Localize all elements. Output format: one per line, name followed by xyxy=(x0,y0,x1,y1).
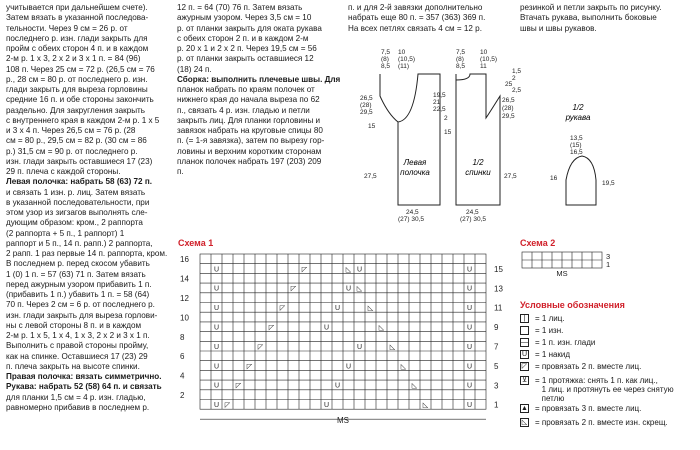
svg-text:(8): (8) xyxy=(456,56,464,63)
text-line: швы и швы рукавов. xyxy=(520,23,597,33)
stitch-symbol: U xyxy=(345,363,352,371)
text-line: п. xyxy=(177,167,184,176)
stitch-symbol: ◸ xyxy=(301,266,308,274)
svg-text:10: 10 xyxy=(398,49,406,56)
text-line: Рукава: набрать 52 (58) 64 п. и связать xyxy=(6,382,162,392)
stitch-symbol: ◸ xyxy=(290,285,297,293)
stitch-symbol: U xyxy=(323,402,330,410)
row-number-right: 13 xyxy=(494,284,503,294)
svg-text:25: 25 xyxy=(505,81,513,88)
legend-title: Условные обозначения xyxy=(520,300,625,310)
stitch-symbol: U xyxy=(466,343,473,351)
legend-item xyxy=(520,338,595,347)
stitch-symbol: U xyxy=(356,343,363,351)
row-number-right: 15 xyxy=(494,264,503,274)
svg-text:29,5: 29,5 xyxy=(360,109,373,116)
stitch-symbol: ◺ xyxy=(411,382,418,390)
svg-text:2,5: 2,5 xyxy=(512,87,522,94)
text-line: 2-м р. 1 х 5, 1 х 4, 1 х 3, 2 х 2 и 3 х 1 п. xyxy=(6,331,150,340)
row-number-left: 2 xyxy=(180,391,185,401)
text-line: Сборка: выполнить плечевые швы. Для xyxy=(177,74,341,84)
text-line: с внутреннего края в каждом 2-м р. 1 х 5 xyxy=(6,115,160,125)
stitch-symbol: ◸ xyxy=(257,343,264,351)
svg-text:19,5: 19,5 xyxy=(433,92,446,99)
stitch-symbol: U xyxy=(213,266,220,274)
front-label-2: полочка xyxy=(400,168,430,177)
stitch-symbol: U xyxy=(466,266,473,274)
text-line: 1 (0) 1 п. = 57 (63) 71 п. Затем вязать xyxy=(6,269,146,279)
text-line: закрыть лиц. Для планки горловины и xyxy=(177,115,321,125)
stitch-symbol: ◺ xyxy=(378,324,385,332)
svg-text:13,5: 13,5 xyxy=(570,135,583,142)
text-line: изн. глади закрыть для выреза горлови- xyxy=(6,310,158,320)
svg-text:(27) 30,5: (27) 30,5 xyxy=(460,216,487,223)
legend-label: = провязать 2 п. вместе изн. скрещ. xyxy=(535,418,668,427)
text-line: р. от планки закрыть для оката рукава xyxy=(177,23,322,33)
text-line: этом узор из зигзагов выполнять сле- xyxy=(6,208,148,217)
legend-label: = провязать 2 п. вместе лиц. xyxy=(535,362,642,371)
legend-symbol-icon: U xyxy=(521,351,528,358)
text-line: р., 28 см = 80 р. от последнего р. изн. xyxy=(6,74,148,84)
sleeve-label: 1/2 xyxy=(572,103,584,112)
stitch-symbol: ◺ xyxy=(367,305,374,313)
row-number-left: 12 xyxy=(180,294,189,304)
stitch-symbol: U xyxy=(213,305,220,313)
stitch-symbol: U xyxy=(334,382,341,390)
svg-text:21: 21 xyxy=(433,99,441,106)
text-line: раппорт и 5 п., 14 п. рапп.) 2 раппорта, xyxy=(6,238,153,248)
text-line: ны с левой стороны 8 п. и в каждом xyxy=(6,320,142,330)
back-label: 1/2 xyxy=(472,158,484,167)
svg-text:8,5: 8,5 xyxy=(381,63,391,70)
stitch-symbol: ◺ xyxy=(345,266,352,274)
stitch-symbol: U xyxy=(213,382,220,390)
stitch-symbol: U xyxy=(213,363,220,371)
text-line: нижнего края до начала выреза по 62 xyxy=(177,95,320,105)
text-line: набрать еще 80 п. = 357 (363) 369 п. xyxy=(348,13,486,23)
stitch-symbol: ◺ xyxy=(389,343,396,351)
stitch-symbol: U xyxy=(334,305,341,313)
stitch-symbol: U xyxy=(466,285,473,293)
text-line: для планки 1,5 см = 4 р. изн. гладью, xyxy=(6,392,146,402)
text-line: (2 раппорта + 5 п., 1 раппорт) 1 xyxy=(6,228,125,238)
legend-symbol-icon: ⊻ xyxy=(521,377,528,384)
svg-text:26,5: 26,5 xyxy=(502,97,515,104)
text-line: р.) 31,5 см = 90 р. от последнего р. xyxy=(6,146,138,156)
text-line: как на спинке. Оставшиеся 17 (23) 29 xyxy=(6,351,148,361)
text-line: 108 п. Через 25 см = 72 р. (26,5 см = 76 xyxy=(6,64,155,74)
stitch-symbol: U xyxy=(213,285,220,293)
svg-text:10: 10 xyxy=(480,49,488,56)
svg-text:8,5: 8,5 xyxy=(456,63,466,70)
front-measurements xyxy=(360,49,452,223)
text-line: 12 п. = 64 (70) 76 п. Затем вязать xyxy=(177,3,303,12)
schema1-grid xyxy=(176,250,510,450)
legend-item xyxy=(520,376,674,403)
svg-text:19,5: 19,5 xyxy=(602,180,615,187)
stitch-symbol: U xyxy=(356,266,363,274)
svg-text:11: 11 xyxy=(480,63,487,70)
stitch-symbol: U xyxy=(466,324,473,332)
text-line: Правая полочка: вязать симметрично. xyxy=(6,372,162,381)
text-line: планок набрать по краям полочек от xyxy=(177,85,315,94)
text-line: ажурным узором. Через 3,5 см = 10 xyxy=(177,13,312,23)
stitch-symbol: U xyxy=(466,382,473,390)
stitch-symbol: ◺ xyxy=(356,285,363,293)
stitch-symbol: ◸ xyxy=(268,324,275,332)
row-number: 3 xyxy=(606,251,611,261)
sleeve-measurements xyxy=(550,135,615,187)
ms-label: MS xyxy=(556,269,568,276)
legend-item xyxy=(520,404,641,413)
row-number-right: 3 xyxy=(494,381,499,391)
svg-text:24,5: 24,5 xyxy=(406,209,419,216)
text-line: в указанной последовательности, при xyxy=(6,197,150,207)
svg-text:22,5: 22,5 xyxy=(433,106,446,113)
svg-text:(15): (15) xyxy=(570,142,582,149)
text-line: учитывается при дальнейшем счете). xyxy=(6,3,148,12)
legend-item xyxy=(520,362,641,371)
stitch-symbol: U xyxy=(213,343,220,351)
text-line: с обеих сторон 2 п. и в каждом 2-м xyxy=(177,33,309,43)
text-line: равномерно прибавив в последнем р. xyxy=(6,402,150,412)
text-line: пройм с обеих сторон 4 п. и в каждом xyxy=(6,44,149,53)
stitch-symbol: U xyxy=(213,402,220,410)
text-line: перед ажурным узором прибавить 1 п. xyxy=(6,279,152,289)
legend-item xyxy=(520,326,563,335)
stitch-symbol: U xyxy=(466,305,473,313)
text-line: планок полочек набрать 197 (203) 209 xyxy=(177,156,322,166)
svg-text:(10,5): (10,5) xyxy=(480,56,497,63)
legend-item xyxy=(520,350,570,359)
front-label: Левая xyxy=(403,158,427,167)
back-measurements xyxy=(456,49,521,223)
row-number-right: 11 xyxy=(494,303,503,313)
svg-text:27,5: 27,5 xyxy=(364,173,377,180)
row-number-left: 10 xyxy=(180,313,189,323)
stitch-symbol: ◺ xyxy=(422,402,429,410)
row-number-right: 5 xyxy=(494,361,499,371)
legend-label: = 1 лиц. xyxy=(535,314,565,323)
stitch-symbol: ◸ xyxy=(246,363,253,371)
text-line: резинкой и петли закрыть по рисунку. xyxy=(520,3,662,12)
legend-symbol-icon: ▲ xyxy=(521,405,528,412)
svg-text:(10,5): (10,5) xyxy=(398,56,415,63)
text-line: средние 16 п. и обе стороны закончить xyxy=(6,95,154,105)
stitch-symbol: U xyxy=(345,285,352,293)
svg-text:2: 2 xyxy=(444,115,448,122)
row-number-left: 8 xyxy=(180,332,185,342)
text-line: 29 п. плеча с каждой стороны. xyxy=(6,167,121,176)
row-number: 1 xyxy=(606,259,611,269)
row-number-right: 1 xyxy=(494,400,499,410)
row-number-right: 7 xyxy=(494,342,499,352)
svg-text:29,5: 29,5 xyxy=(502,113,515,120)
text-line: и связать 1 изн. р. лиц. Затем вязать xyxy=(6,187,146,197)
svg-text:(27) 30,5: (27) 30,5 xyxy=(398,216,425,223)
text-line: раздельно. Для закругления закрыть xyxy=(6,105,146,115)
legend-symbol-icon: ◺ xyxy=(521,419,528,426)
stitch-symbol: ◺ xyxy=(400,363,407,371)
svg-text:(28): (28) xyxy=(360,102,372,109)
text-column-1 xyxy=(6,3,172,413)
legend-label: = 1 накид xyxy=(535,350,571,359)
svg-text:26,5: 26,5 xyxy=(360,95,373,102)
svg-text:15: 15 xyxy=(368,123,376,130)
schema1-title: Схема 1 xyxy=(178,238,214,248)
stitch-symbol: ◸ xyxy=(235,382,242,390)
legend-label: = 1 изн. xyxy=(535,326,564,335)
text-line: см = 80 р., 29,5 см = 82 р. (30 см = 86 xyxy=(6,136,147,146)
legend-symbol-icon: — xyxy=(521,339,528,346)
text-line: Затем вязать в указанной последова- xyxy=(6,13,149,23)
text-line: и 3 х 4 п. Через 26,5 см = 76 р. (28 xyxy=(6,126,136,135)
text-line: 2-м р. 1 х 3, 2 х 2 и 3 х 1 п. = 84 (96) xyxy=(6,54,141,64)
text-line: дующим образом: кром., 2 раппорта xyxy=(6,218,143,228)
text-line: п., связать 4 р. изн. гладью и петли xyxy=(177,105,310,115)
svg-text:24,5: 24,5 xyxy=(466,209,479,216)
text-line: Выполнить с правой стороны пройму, xyxy=(6,341,149,351)
legend-symbol-icon: ◸ xyxy=(521,363,528,370)
svg-text:(28): (28) xyxy=(502,105,514,112)
svg-text:1,5: 1,5 xyxy=(512,68,522,75)
text-line: (18) 24 п. xyxy=(177,64,212,74)
pattern-drawings xyxy=(340,40,700,225)
text-line: На всех петлях связать 4 см = 12 р. xyxy=(348,23,482,33)
legend-item xyxy=(520,314,565,323)
legend-label: = провязать 3 п. вместе лиц. xyxy=(535,404,642,413)
row-number-left: 4 xyxy=(180,371,185,381)
svg-text:16: 16 xyxy=(550,175,558,182)
text-line: (прибавить 1 п.) убавить 1 п. = 58 (64) xyxy=(6,290,150,299)
svg-text:7,5: 7,5 xyxy=(456,49,466,56)
stitch-symbol: ◸ xyxy=(279,305,286,313)
text-line: п. и для 2-й завязки дополнительно xyxy=(348,3,483,12)
schema2-title: Схема 2 xyxy=(520,238,556,248)
row-number-left: 16 xyxy=(180,255,189,265)
text-column-2 xyxy=(177,3,353,177)
text-line: ловины и верхним коротким сторонам xyxy=(177,146,322,156)
text-column-4 xyxy=(520,3,696,34)
text-line: изн. глади закрыть оставшиеся 17 (23) xyxy=(6,156,153,166)
legend-symbol-icon: | xyxy=(520,314,529,323)
text-line: Левая полочка: набрать 58 (63) 72 п. xyxy=(6,177,152,187)
legend-label: = 1 п. изн. глади xyxy=(535,338,596,347)
svg-text:(11): (11) xyxy=(398,63,410,70)
stitch-symbol: U xyxy=(466,402,473,410)
text-column-3 xyxy=(348,3,518,34)
text-line: последнего р. изн. глади закрыть для xyxy=(6,33,148,43)
stitch-symbol: ◸ xyxy=(224,402,231,410)
legend-symbol-icon xyxy=(520,326,529,335)
svg-text:7,5: 7,5 xyxy=(381,49,391,56)
row-number-left: 14 xyxy=(180,274,189,284)
svg-text:16,5: 16,5 xyxy=(570,149,583,156)
text-line: 2 рапп. 1 раз первые 14 п. раппорта, кром. xyxy=(6,249,168,258)
svg-text:(8): (8) xyxy=(381,56,389,63)
sleeve-label-2: рукава xyxy=(565,113,591,122)
ms-label: MS xyxy=(337,416,349,426)
text-line: В последнем р. перед скосом убавить xyxy=(6,259,150,269)
text-line: тельности. Через 9 см = 26 р. от xyxy=(6,23,128,33)
legend-label: = 1 протяжка: снять 1 п. как лиц., 1 лиц. и протянуть ее через снятую петлю xyxy=(535,376,674,403)
legend-item xyxy=(520,418,668,427)
schema2-grid xyxy=(520,250,620,276)
text-line: р. от планки закрыть оставшиеся 12 xyxy=(177,54,314,64)
svg-text:27,5: 27,5 xyxy=(504,173,517,180)
row-number-right: 9 xyxy=(494,323,499,333)
row-number-left: 6 xyxy=(180,352,185,362)
back-label-2: спинки xyxy=(465,168,491,177)
text-line: глади закрыть для выреза горловины xyxy=(6,85,148,94)
svg-text:2: 2 xyxy=(512,75,516,82)
stitch-symbol: U xyxy=(323,324,330,332)
stitch-symbol: U xyxy=(213,324,220,332)
text-line: п. плеча закрыть на высоте спинки. xyxy=(6,361,140,371)
text-line: 70 п. Через 2 см = 6 р. от последнего р. xyxy=(6,300,155,310)
text-line: Втачать рукава, выполнить боковые xyxy=(520,13,657,23)
svg-text:15: 15 xyxy=(444,129,452,136)
text-line: завязок набрать на круговые спицы 80 xyxy=(177,126,323,135)
stitch-symbol: U xyxy=(466,363,473,371)
text-line: р. 20 х 1 и 2 х 2 п. Через 19,5 см = 56 xyxy=(177,44,317,53)
text-line: п. (= 1-я завязка), затем по вырезу гор- xyxy=(177,136,325,146)
